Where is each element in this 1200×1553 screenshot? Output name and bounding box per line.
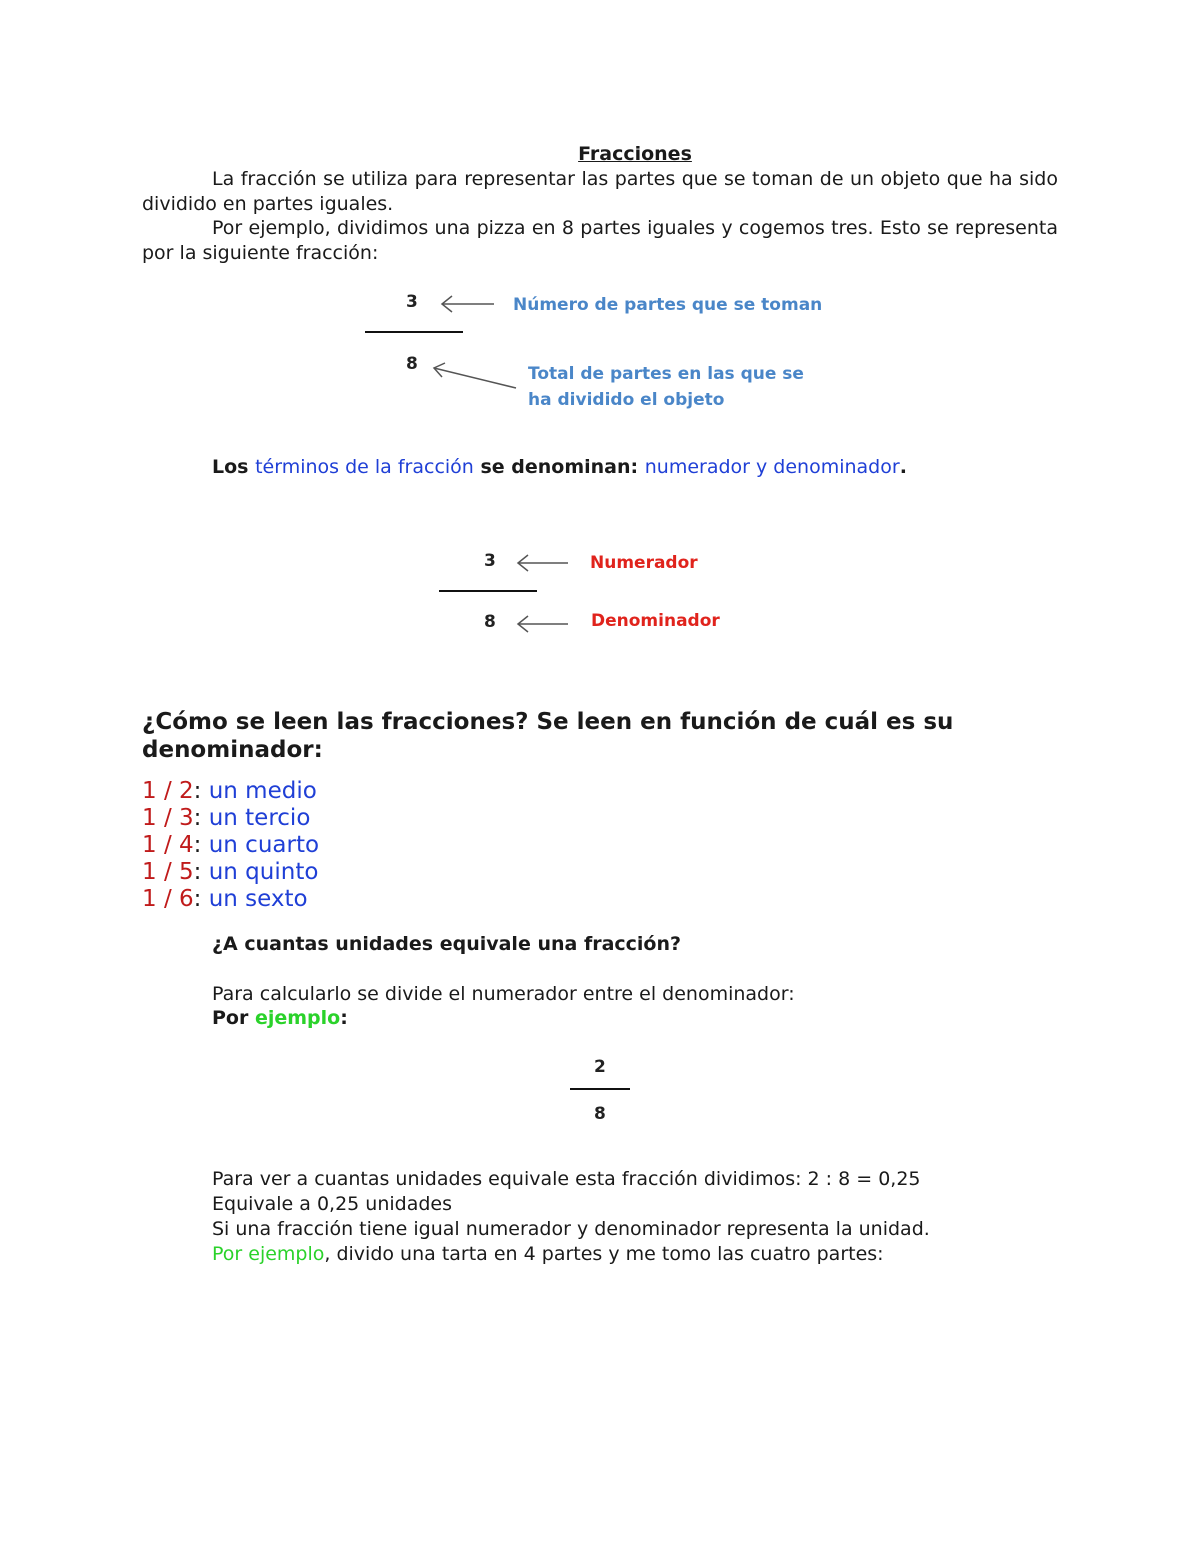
list-item: [142, 778, 319, 805]
fraction-name: un tercio: [208, 805, 311, 831]
page-title: Fracciones: [578, 143, 692, 165]
fraction-label: 1 / 6: [142, 886, 194, 912]
figure1-denominator: 8: [406, 354, 418, 374]
example-word: ejemplo: [254, 1007, 341, 1029]
units-line-4: [212, 1242, 884, 1267]
fraction-name: un medio: [208, 778, 317, 804]
arrow-diagonal-icon: [430, 360, 520, 392]
arrow-left-icon: [514, 551, 572, 575]
figure2-label-numerador: Numerador: [590, 553, 698, 573]
fraction-label: 1 / 5: [142, 859, 194, 885]
reading-list: [142, 778, 319, 913]
intro-paragraph-1: La fracción se utiliza para representar las partes que se toman de un objeto que ha sido dividido en partes iguales.: [142, 168, 1058, 215]
figure2-label-denominador: Denominador: [591, 611, 720, 631]
fraction-name: un sexto: [208, 886, 308, 912]
figure3-fraction-bar: [570, 1088, 630, 1090]
terms-sentence: [212, 456, 907, 478]
list-item: [142, 805, 319, 832]
example-green-text: Por ejemplo: [212, 1243, 325, 1265]
terms-part5: .: [899, 456, 907, 478]
fraction-label: 1 / 4: [142, 832, 194, 858]
reading-heading: ¿Cómo se leen las fracciones? Se leen en función de cuál es su denominador:: [142, 709, 954, 763]
terms-part2: términos de la fracción: [255, 456, 474, 478]
example-rest-text: , divido una tarta en 4 partes y me tomo las cuatro partes:: [324, 1243, 884, 1265]
terms-part3: se denominan:: [473, 456, 645, 478]
fraction-name: un quinto: [208, 859, 319, 885]
units-question: ¿A cuantas unidades equivale una fracción?: [212, 933, 682, 955]
list-item: [142, 832, 319, 859]
figure2-fraction-bar: [439, 590, 537, 592]
separator: :: [193, 832, 209, 858]
figure1-note-top: Número de partes que se toman: [513, 295, 823, 315]
fraction-label: 1 / 3: [142, 805, 194, 831]
separator: :: [193, 778, 209, 804]
figure1-fraction-bar: [365, 331, 463, 333]
terms-part1: Los: [212, 456, 256, 478]
units-line-2: Equivale a 0,25 unidades: [212, 1193, 453, 1215]
figure2-numerator: 3: [484, 551, 496, 571]
units-example-label: [212, 1006, 348, 1031]
units-line-1: Para ver a cuantas unidades equivale esta fracción dividimos: 2 : 8 = 0,25: [212, 1168, 921, 1190]
units-line-3: Si una fracción tiene igual numerador y denominador representa la unidad.: [212, 1218, 930, 1240]
list-item: [142, 859, 319, 886]
figure3-numerator: 2: [594, 1057, 606, 1077]
units-explanation: Para calcularlo se divide el numerador entre el denominador:: [212, 983, 795, 1005]
example-prefix: Por: [212, 1007, 255, 1029]
figure3-denominator: 8: [594, 1104, 606, 1124]
figure1-note-bottom-line2: ha dividido el objeto: [528, 390, 725, 410]
fraction-name: un cuarto: [208, 832, 320, 858]
separator: :: [193, 886, 209, 912]
list-item: [142, 886, 319, 913]
figure1-note-bottom-line1: Total de partes en las que se: [528, 364, 804, 384]
arrow-left-icon: [514, 612, 572, 636]
terms-part4: numerador y denominador: [644, 456, 900, 478]
intro-paragraph-2: Por ejemplo, dividimos una pizza en 8 partes iguales y cogemos tres. Esto se representa por la siguiente fracción:: [142, 217, 1058, 264]
separator: :: [193, 859, 209, 885]
figure2-denominator: 8: [484, 612, 496, 632]
figure1-numerator: 3: [406, 292, 418, 312]
separator: :: [193, 805, 209, 831]
arrow-left-icon: [438, 292, 498, 316]
example-colon: :: [340, 1007, 348, 1029]
fraction-label: 1 / 2: [142, 778, 194, 804]
